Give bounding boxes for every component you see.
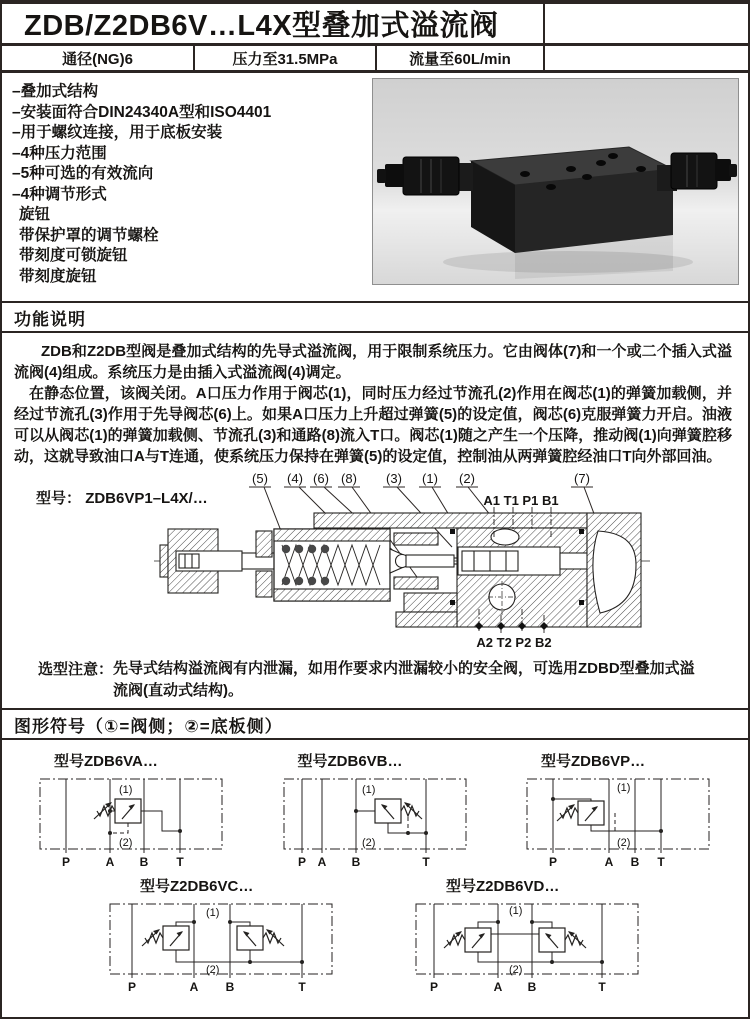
port-letters xyxy=(128,980,306,994)
cross-section-area xyxy=(2,469,748,656)
side-1-label: (1) xyxy=(617,782,631,794)
callout-1: (1) xyxy=(422,471,438,486)
callout-2: (2) xyxy=(459,471,475,486)
callout-7: (7) xyxy=(574,471,590,486)
schematic-z2db6vd xyxy=(398,898,658,998)
section-heading-function: 功能说明 xyxy=(2,301,748,333)
svg-text:P: P xyxy=(429,980,439,994)
feature-item: 带保护罩的调节螺栓 xyxy=(19,226,159,244)
product-photo xyxy=(372,78,739,285)
side-1-label: (1) xyxy=(361,784,375,796)
features-list xyxy=(2,73,372,301)
callout-8: (8) xyxy=(341,471,357,486)
svg-text:B: B xyxy=(630,855,640,869)
feature-item: –5种可选的有效流向 xyxy=(12,165,154,182)
side-1-label: (1) xyxy=(509,905,523,917)
svg-text:B: B xyxy=(225,980,235,994)
svg-text:P: P xyxy=(61,855,71,869)
svg-text:T: T xyxy=(598,980,606,994)
side-2-label: (2) xyxy=(617,837,631,849)
feature-item: –4种压力范围 xyxy=(12,144,107,162)
valve-section-drawing xyxy=(154,507,650,633)
side-2-label: (2) xyxy=(509,964,523,976)
selection-note xyxy=(2,656,748,708)
symbol-zdb6va xyxy=(24,750,239,873)
symbols-row-2 xyxy=(2,873,748,998)
callout-6: (6) xyxy=(313,471,329,486)
svg-text:P: P xyxy=(127,980,137,994)
note-label: 选型注意： xyxy=(38,661,114,678)
feature-item: 带刻度可锁旋钮 xyxy=(19,247,128,264)
side-2-label: (2) xyxy=(206,964,220,976)
header-blank-cell xyxy=(545,4,748,43)
svg-text:T: T xyxy=(657,855,665,869)
feature-item: –用于螺纹连接，用于底板安装 xyxy=(12,124,223,141)
symbol-model-label: 型号ZDB6VP… xyxy=(541,753,646,770)
svg-text:A: A xyxy=(189,980,199,994)
schematic-zdb6va xyxy=(24,773,239,873)
title-cell xyxy=(2,4,545,43)
symbol-zdb6vp xyxy=(511,750,726,873)
svg-text:A: A xyxy=(604,855,614,869)
feature-item: –4种调节形式 xyxy=(12,185,107,203)
callout-3: (3) xyxy=(386,471,402,486)
svg-text:T: T xyxy=(298,980,306,994)
port-letters xyxy=(430,980,606,994)
model-number-line xyxy=(36,487,208,508)
spec-nominal-size: 通径(NG)6 xyxy=(2,46,195,70)
symbol-model-label: 型号Z2DB6VD… xyxy=(446,878,560,895)
top-ports-label: A1 T1 P1 B1 xyxy=(483,493,559,508)
symbols-row-1 xyxy=(2,740,748,873)
valve-block xyxy=(471,147,673,253)
valve-photo-illustration xyxy=(373,79,738,284)
function-paragraph-2: 在静态位置，该阀关闭。A口压力作用于阀芯(1)，同时压力经过节流孔(2)作用在阀芯(1)的弹簧加载侧，并经过节流孔(3)作用于先导阀芯(6)上。如果A口压力上升超过弹簧(5)的设定值，阀芯(6)克服弹簧力开启。油液可以从阀芯(1)的弹簧加载侧、节流孔(3)和通路(8)流入T口。阀芯(1)随之产生一个压降，推动阀(1)向弹簧腔移动，这就导致油口A与T连通，使系统压力保持在弹簧(5)的设定值，控制油从两弹簧腔经油口T向外部回油。 xyxy=(14,385,732,465)
feature-item: –安装面符合DIN24340A型和ISO4401 xyxy=(12,103,272,121)
schematic-zdb6vb xyxy=(268,773,483,873)
side-2-label: (2) xyxy=(361,837,375,849)
side-2-label: (2) xyxy=(119,837,133,849)
svg-text:T: T xyxy=(421,855,430,869)
port-letters xyxy=(549,855,665,869)
spec-max-flow: 流量至60L/min xyxy=(377,46,545,70)
callout-5: (5) xyxy=(252,471,268,486)
note-text: 先导式结构溢流阀有内泄漏，如用作要求内泄漏较小的安全阀，可选用ZDBD型叠加式溢流阀(直动式结构)。 xyxy=(113,660,695,699)
schematic-zdb6vp xyxy=(511,773,726,873)
side-1-label: (1) xyxy=(119,784,133,796)
side-1-label: (1) xyxy=(206,907,220,919)
feature-item: –叠加式结构 xyxy=(12,83,99,100)
bottom-ports-label: A2 T2 P2 B2 xyxy=(476,635,552,650)
svg-text:B: B xyxy=(351,855,360,869)
model-label: 型号： xyxy=(36,490,82,507)
port-letters xyxy=(297,855,429,869)
function-description xyxy=(2,333,748,469)
symbol-z2db6vd xyxy=(398,875,658,998)
schematic-z2db6vc xyxy=(92,898,352,998)
feature-item: 带刻度旋钮 xyxy=(19,267,97,285)
header-specs-row xyxy=(2,46,748,73)
svg-text:A: A xyxy=(493,980,503,994)
function-paragraph-1: ZDB和Z2DB型阀是叠加式结构的先导式溢流阀，用于限制系统压力。它由阀体(7)和一个或二个插入式溢流阀(4)组成。系统压力是由插入式溢流阀(4)调定。 xyxy=(14,343,732,381)
feature-item: 旋钮 xyxy=(19,206,51,223)
symbol-zdb6vb xyxy=(268,750,483,873)
symbol-model-label: 型号Z2DB6VC… xyxy=(140,878,254,895)
svg-text:P: P xyxy=(548,855,558,869)
spec-max-pressure: 压力至31.5MPa xyxy=(195,46,377,70)
header-title-row xyxy=(2,4,748,46)
svg-text:P: P xyxy=(297,855,306,869)
section-heading-symbols: 图形符号（①=阀侧；②=底板侧） xyxy=(2,708,748,740)
svg-text:B: B xyxy=(139,855,149,869)
svg-text:T: T xyxy=(176,855,184,869)
specs-blank-cell xyxy=(545,46,748,70)
page-title: ZDB/Z2DB6V…L4X型叠加式溢流阀 xyxy=(24,10,499,42)
symbol-z2db6vc xyxy=(92,875,352,998)
model-value: ZDB6VP1–L4X/… xyxy=(85,490,208,507)
callout-4: (4) xyxy=(287,471,303,486)
symbol-model-label: 型号ZDB6VA… xyxy=(54,753,158,770)
port-letters xyxy=(62,855,184,869)
svg-text:A: A xyxy=(317,855,326,869)
svg-text:A: A xyxy=(105,855,115,869)
svg-text:B: B xyxy=(527,980,537,994)
symbol-model-label: 型号ZDB6VB… xyxy=(297,753,403,770)
features-section xyxy=(2,73,748,301)
